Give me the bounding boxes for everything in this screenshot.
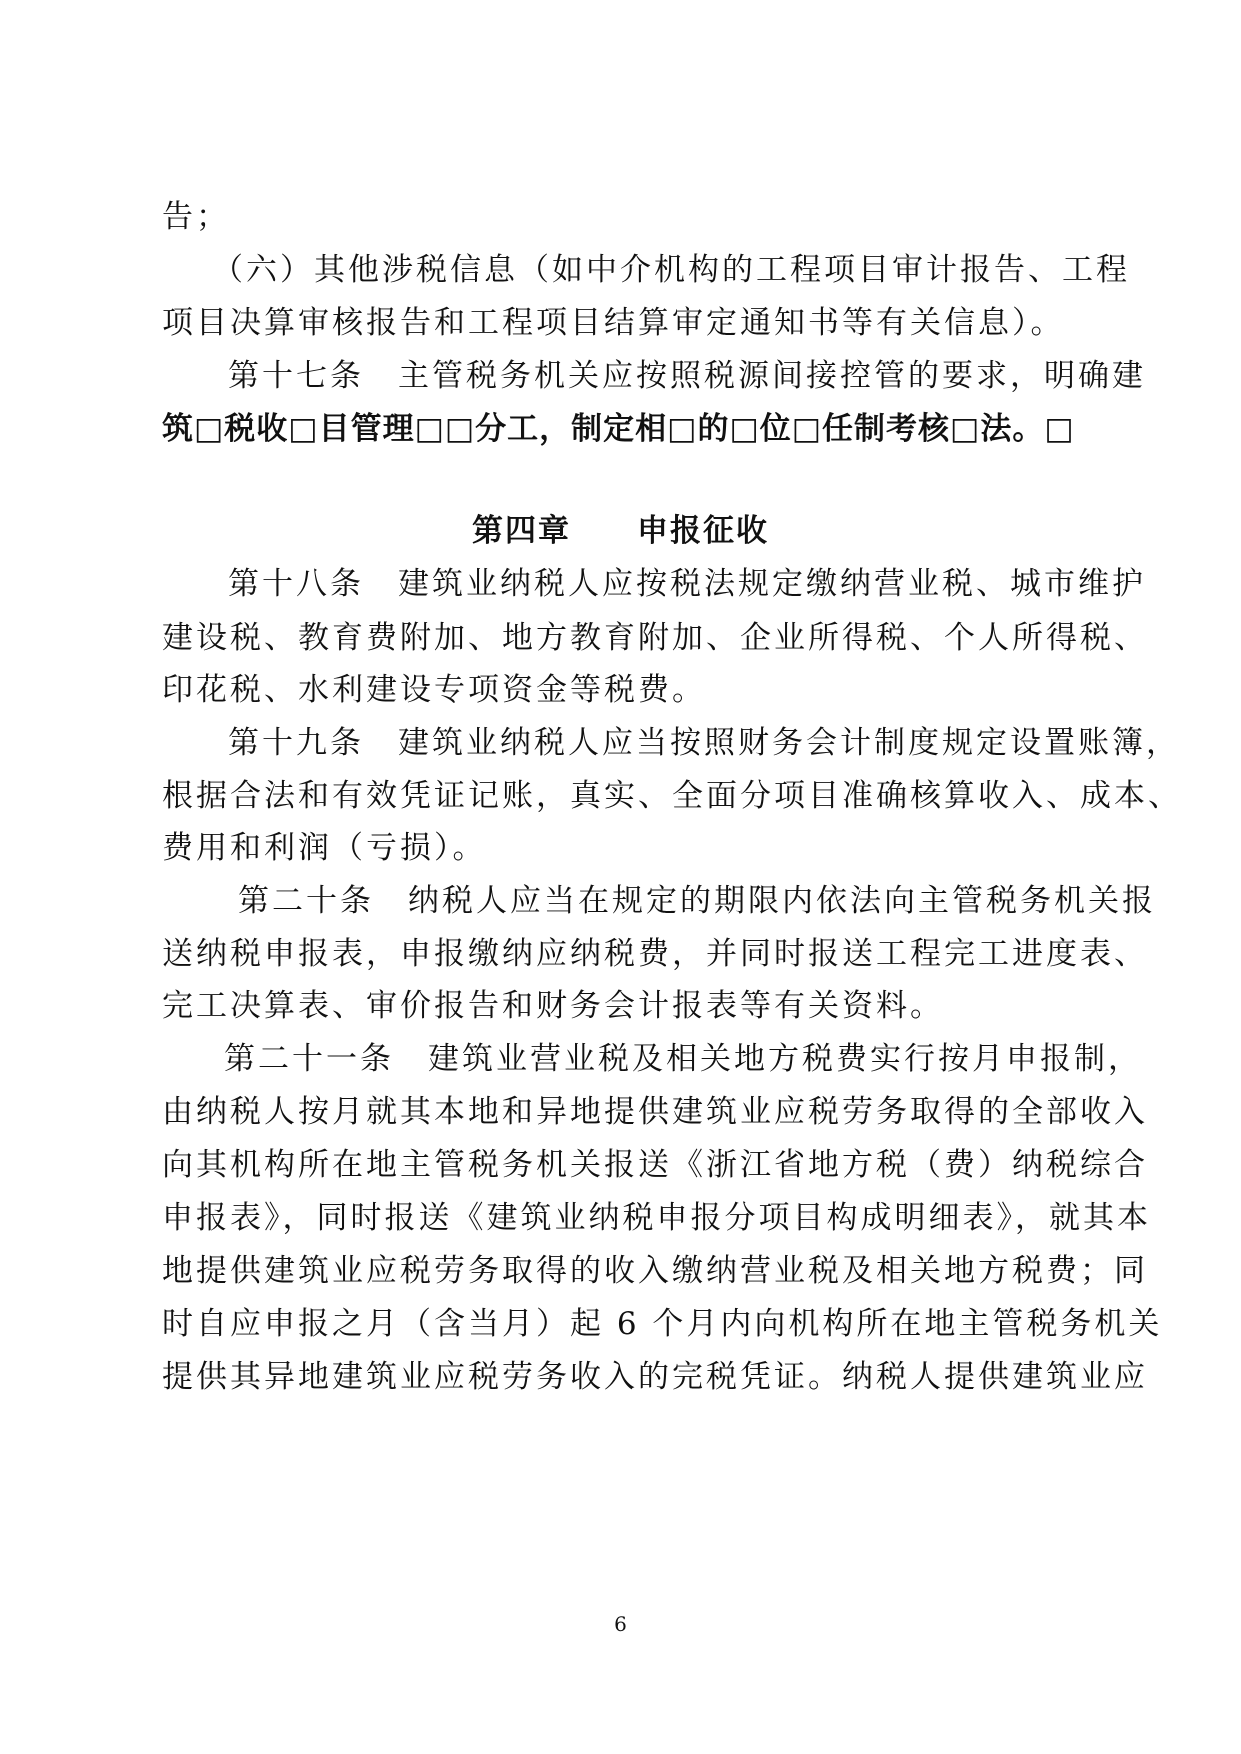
text-line: 提供其异地建筑业应税劳务收入的完税凭证。纳税人提供建筑业应 (162, 1359, 1148, 1395)
text-line: 第十九条 建筑业纳税人应当按照财务会计制度规定设置账簿， (228, 725, 1180, 761)
text-line: 筑□税收□目管理□□分工，制定相□的□位□任制考核□法。□ (162, 411, 1075, 447)
text-line: 由纳税人按月就其本地和异地提供建筑业应税劳务取得的全部收入 (162, 1094, 1148, 1130)
text-line: 完工决算表、审价报告和财务会计报表等有关资料。 (162, 988, 944, 1024)
text-line: 印花税、水利建设专项资金等税费。 (162, 672, 706, 708)
text-line: 第十七条 主管税务机关应按照税源间接控管的要求，明确建 (228, 358, 1146, 394)
text-line: 申报表》，同时报送《建筑业纳税申报分项目构成明细表》，就其本 (162, 1200, 1151, 1236)
text-line: 送纳税申报表，申报缴纳应纳税费，并同时报送工程完工进度表、 (162, 936, 1148, 972)
text-line: 第二十条 纳税人应当在规定的期限内依法向主管税务机关报 (238, 883, 1156, 919)
text-line: （六）其他涉税信息（如中介机构的工程项目审计报告、工程 (212, 252, 1130, 288)
chapter-heading: 第四章 申报征收 (472, 513, 769, 549)
text-line: 第二十一条 建筑业营业税及相关地方税费实行按月申报制， (224, 1041, 1142, 1077)
text-line: 项目决算审核报告和工程项目结算审定通知书等有关信息）。 (162, 305, 1065, 341)
text-line: 时自应申报之月（含当月）起 6 个月内向机构所在地主管税务机关 (162, 1306, 1163, 1342)
text-line: 建设税、教育费附加、地方教育附加、企业所得税、个人所得税、 (162, 620, 1148, 656)
text-line: 第十八条 建筑业纳税人应按税法规定缴纳营业税、城市维护 (228, 566, 1146, 602)
text-line: 地提供建筑业应税劳务取得的收入缴纳营业税及相关地方税费；同 (162, 1253, 1148, 1289)
text-line: 根据合法和有效凭证记账，真实、全面分项目准确核算收入、成本、 (162, 778, 1182, 814)
page-number: 6 (614, 1612, 627, 1636)
text-line: 告； (162, 199, 230, 235)
text-line: 向其机构所在地主管税务机关报送《浙江省地方税（费）纳税综合 (162, 1147, 1148, 1183)
text-line: 费用和利润（亏损）。 (162, 830, 487, 866)
